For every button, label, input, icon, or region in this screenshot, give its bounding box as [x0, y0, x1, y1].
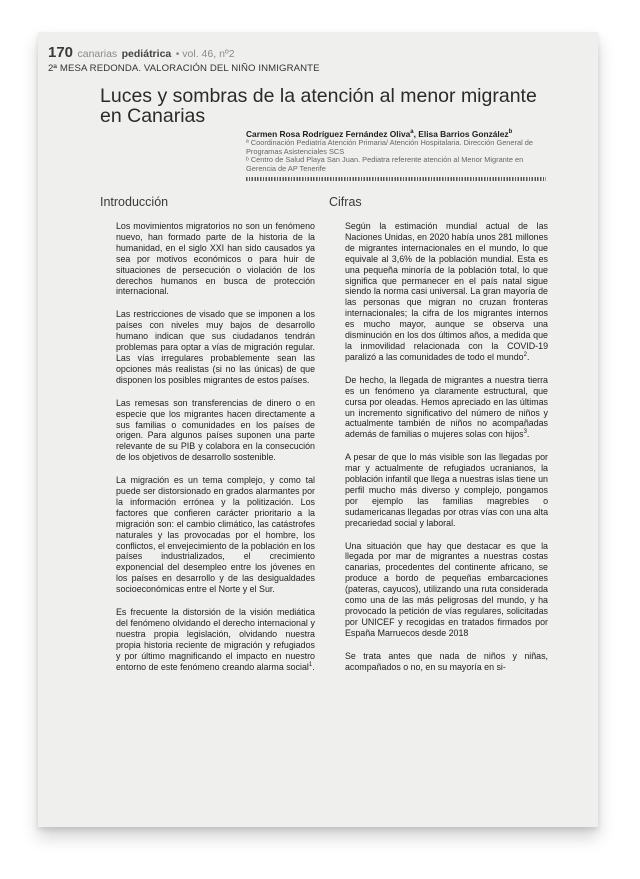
- paragraph: Se trata antes que nada de niños y niñas, acompañados o no, en su mayoría en si-: [345, 650, 548, 672]
- reference-marker: 3: [523, 429, 527, 436]
- author-2-sup: b: [508, 129, 513, 136]
- dotted-divider: [246, 177, 546, 181]
- paragraph: [345, 221, 548, 363]
- article-title: [100, 86, 580, 126]
- paragraph-text: Es frecuente la distorsión de la visión mediática del fenómeno olvidando el derecho internacional y nuestra propia legislación, olvidando nuestra propia historia reciente de migración y refugiados y por último magnificando el impacto en nuestro entorno de este fenómeno creando alarma social: [116, 607, 315, 672]
- article-title-line2: en Canarias: [100, 105, 206, 127]
- journal-name-bold: pediátrica: [121, 48, 172, 60]
- section-heading-introduccion: Introducción: [100, 195, 169, 209]
- section-heading-cifras: Cifras: [329, 195, 362, 209]
- paragraph-text: De hecho, la llegada de migrantes a nuestra tierra es un fenómeno ya claramente estructural, que cursa por oleadas. Hemos apreciado en las últimas un incremento significativo del número de niños y actualmente también de niños no acompañadas además de familias o mujeres solas con hijos: [345, 374, 548, 440]
- paragraph: Una situación que hay que destacar es que la llegada por mar de migrantes a nuestras costas canarias, procedentes del continente africano, se produce a bordo de pequeñas embarcaciones (pateras, cayucos), utilizando una ruta considerada como una de las más peligrosas del mundo, y ha provocado la petición de vías regulares, solicitadas por UNICEF y recogidas en tratados firmados por España Marruecos desde 2018: [345, 540, 548, 638]
- paragraph: [345, 375, 548, 440]
- journal-volume: • vol. 46, nº2: [175, 48, 235, 60]
- section-label: 2ª MESA REDONDA. VALORACIÓN DEL NIÑO INMIGRANTE: [48, 63, 320, 74]
- running-head: [48, 44, 235, 62]
- paragraph-text: Según la estimación mundial actual de las Naciones Unidas, en 2020 había unos 281 millones de migrantes internacionales en el mundo, lo que equivale al 3,6% de la población mundial. Esta es una pequeña minoría de la población total, lo que significa que permanecer en el país natal sigue siendo la norma casi universal. La gran mayoría de las personas que migran no cruzan fronteras internacionales; la cifra de los migrantes internos es mucho mayor, aunque se observa una disminución en los dos últimos años, a medida que la inmovilidad relacionada con la COVID-19 paralizó a las comunidades de todo el mundo: [345, 221, 548, 362]
- affiliation-a: ª Coordinación Pediatría Atención Primaria/ Atención Hospitalaria. Dirección General de Programas Asistenciales SCS: [246, 138, 534, 156]
- article-title-line1: Luces y sombras de la atención al menor migrante: [100, 85, 537, 107]
- column-introduccion: [102, 195, 315, 685]
- author-block: [246, 129, 546, 173]
- page-number: 170: [48, 44, 74, 61]
- paragraph-last: [116, 607, 315, 672]
- journal-name-light: canarias: [77, 48, 118, 60]
- paragraph: A pesar de que lo más visible son las llegadas por mar y actualmente de refugiados ucranianos, la población infantil que llega a nuestras islas tiene un perfil mucho más diverso y complejo, pongamos por ejemplo las familias magrebíes o sudamericanas llegadas por otras vías con una alta precariedad social y laboral.: [345, 452, 548, 528]
- paragraph: Las restricciones de visado que se imponen a los países con niveles muy bajos de desarrollo humano indican que sus ciudadanos tendrán problemas para optar a vías de migración regular. Las vías irregulares probablemente sean las opciones más realistas (si no las únicas) de que disponen los posibles migrantes de estos países.: [116, 309, 315, 385]
- paragraph-tail: .: [312, 661, 315, 672]
- affiliation-b: ᵇ Centro de Salud Playa San Juan. Pediatra referente atención al Menor Migrante en Gerencia de AP Tenerife: [246, 155, 524, 173]
- document-page: [38, 32, 598, 827]
- author-separator: , Elisa Barrios González: [413, 129, 509, 139]
- introduccion-body: [116, 221, 315, 673]
- paragraph-tail: .: [526, 429, 530, 440]
- cifras-body: [345, 221, 548, 673]
- paragraph: Los movimientos migratorios no son un fenómeno nuevo, han formado parte de la historia de la humanidad, en el siglo XXI han sido causados ya sea por motivos económicos o para huir de situaciones de persecución o violación de los derechos humanos en busca de protección internacional.: [116, 221, 315, 297]
- paragraph: Las remesas son transferencias de dinero o en especie que los migrantes hacen directamente a sus familias o comunidades en los países de origen. Para algunos países suponen una parte relevante de su PIB y colabora en la consecución de los objetivos de desarrollo sostenible.: [116, 397, 315, 463]
- column-cifras: [329, 195, 548, 685]
- paragraph: La migración es un tema complejo, y como tal puede ser distorsionado en grados alarmantes por la información errónea y la politización. Los factores que confieren carácter prioritario a la migración son: el cambio climático, las catástrofes naturales y las provocadas por el hombre, los conflictos, el envejecimiento de la población en los países industrializados, el crecimiento exponencial del desempleo entre los jóvenes en los países en desarrollo y de las desigualdades socioeconómicas entre el Norte y el Sur.: [116, 475, 315, 595]
- reference-marker: 1: [308, 661, 313, 668]
- reference-marker: 2: [523, 351, 527, 358]
- paragraph-tail: .: [526, 351, 530, 362]
- author-1: Carmen Rosa Rodríguez Fernández Oliva: [246, 129, 411, 139]
- author-1-sup: a: [410, 129, 414, 136]
